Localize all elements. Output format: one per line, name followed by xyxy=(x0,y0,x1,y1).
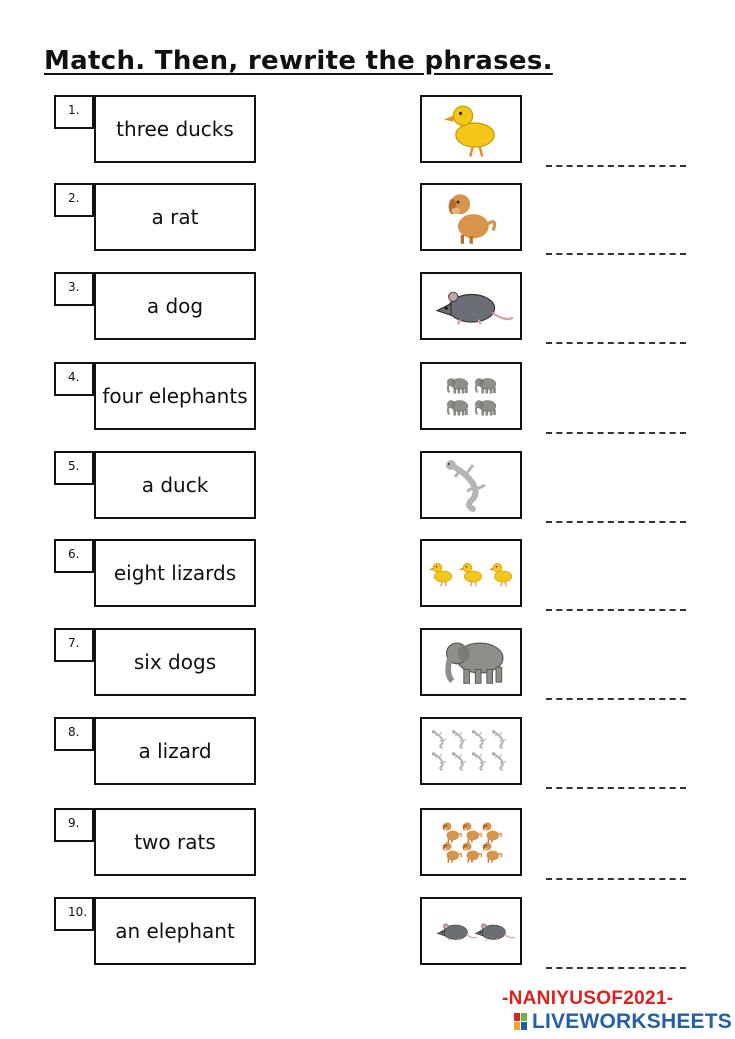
picture-box[interactable] xyxy=(420,362,522,430)
item-number: 2. xyxy=(54,183,94,217)
picture-box[interactable] xyxy=(420,451,522,519)
match-row-8 xyxy=(0,717,735,787)
phrase-box[interactable]: three ducks xyxy=(94,95,256,163)
one-rat-icon xyxy=(422,274,520,338)
match-row-3 xyxy=(0,272,735,342)
picture-box[interactable] xyxy=(420,183,522,251)
one-duck-icon xyxy=(422,97,520,161)
phrase-box[interactable]: four elephants xyxy=(94,362,256,430)
phrase-box[interactable]: six dogs xyxy=(94,628,256,696)
answer-line[interactable] xyxy=(546,233,686,255)
worksheet-title: Match. Then, rewrite the phrases. xyxy=(44,46,553,76)
one-lizard-icon xyxy=(422,453,520,517)
answer-line[interactable] xyxy=(546,501,686,523)
brand-name: LIVEWORKSHEETS xyxy=(532,1010,732,1033)
picture-box[interactable] xyxy=(420,628,522,696)
answer-line[interactable] xyxy=(546,678,686,700)
phrase-box[interactable]: eight lizards xyxy=(94,539,256,607)
match-row-9 xyxy=(0,808,735,878)
picture-box[interactable] xyxy=(420,808,522,876)
picture-box[interactable] xyxy=(420,897,522,965)
three-ducks-icon xyxy=(422,541,520,605)
match-row-10 xyxy=(0,897,735,967)
answer-line[interactable] xyxy=(546,858,686,880)
phrase-box[interactable]: a lizard xyxy=(94,717,256,785)
item-number: 5. xyxy=(54,451,94,485)
phrase-box[interactable]: two rats xyxy=(94,808,256,876)
picture-box[interactable] xyxy=(420,95,522,163)
phrase-box[interactable]: a dog xyxy=(94,272,256,340)
answer-line[interactable] xyxy=(546,767,686,789)
author-credit: -NANIYUSOF2021- xyxy=(502,988,674,1009)
picture-box[interactable] xyxy=(420,539,522,607)
match-row-5 xyxy=(0,451,735,521)
item-number: 7. xyxy=(54,628,94,662)
answer-line[interactable] xyxy=(546,412,686,434)
six-dogs-icon xyxy=(422,810,520,874)
two-rats-icon xyxy=(422,899,520,963)
match-row-1 xyxy=(0,95,735,165)
four-elephants-icon xyxy=(422,364,520,428)
one-dog-icon xyxy=(422,185,520,249)
one-elephant-icon xyxy=(422,630,520,694)
match-row-4 xyxy=(0,362,735,432)
picture-box[interactable] xyxy=(420,717,522,785)
phrase-box[interactable]: a duck xyxy=(94,451,256,519)
picture-box[interactable] xyxy=(420,272,522,340)
item-number: 9. xyxy=(54,808,94,842)
match-row-7 xyxy=(0,628,735,698)
match-row-2 xyxy=(0,183,735,253)
liveworksheets-logo-icon xyxy=(514,1013,528,1031)
eight-lizards-icon xyxy=(422,719,520,783)
answer-line[interactable] xyxy=(546,322,686,344)
phrase-box[interactable]: an elephant xyxy=(94,897,256,965)
answer-line[interactable] xyxy=(546,589,686,611)
item-number: 1. xyxy=(54,95,94,129)
answer-line[interactable] xyxy=(546,145,686,167)
answer-line[interactable] xyxy=(546,947,686,969)
item-number: 8. xyxy=(54,717,94,751)
item-number: 3. xyxy=(54,272,94,306)
item-number: 6. xyxy=(54,539,94,573)
match-row-6 xyxy=(0,539,735,609)
item-number: 4. xyxy=(54,362,94,396)
phrase-box[interactable]: a rat xyxy=(94,183,256,251)
item-number: 10. xyxy=(54,897,94,931)
